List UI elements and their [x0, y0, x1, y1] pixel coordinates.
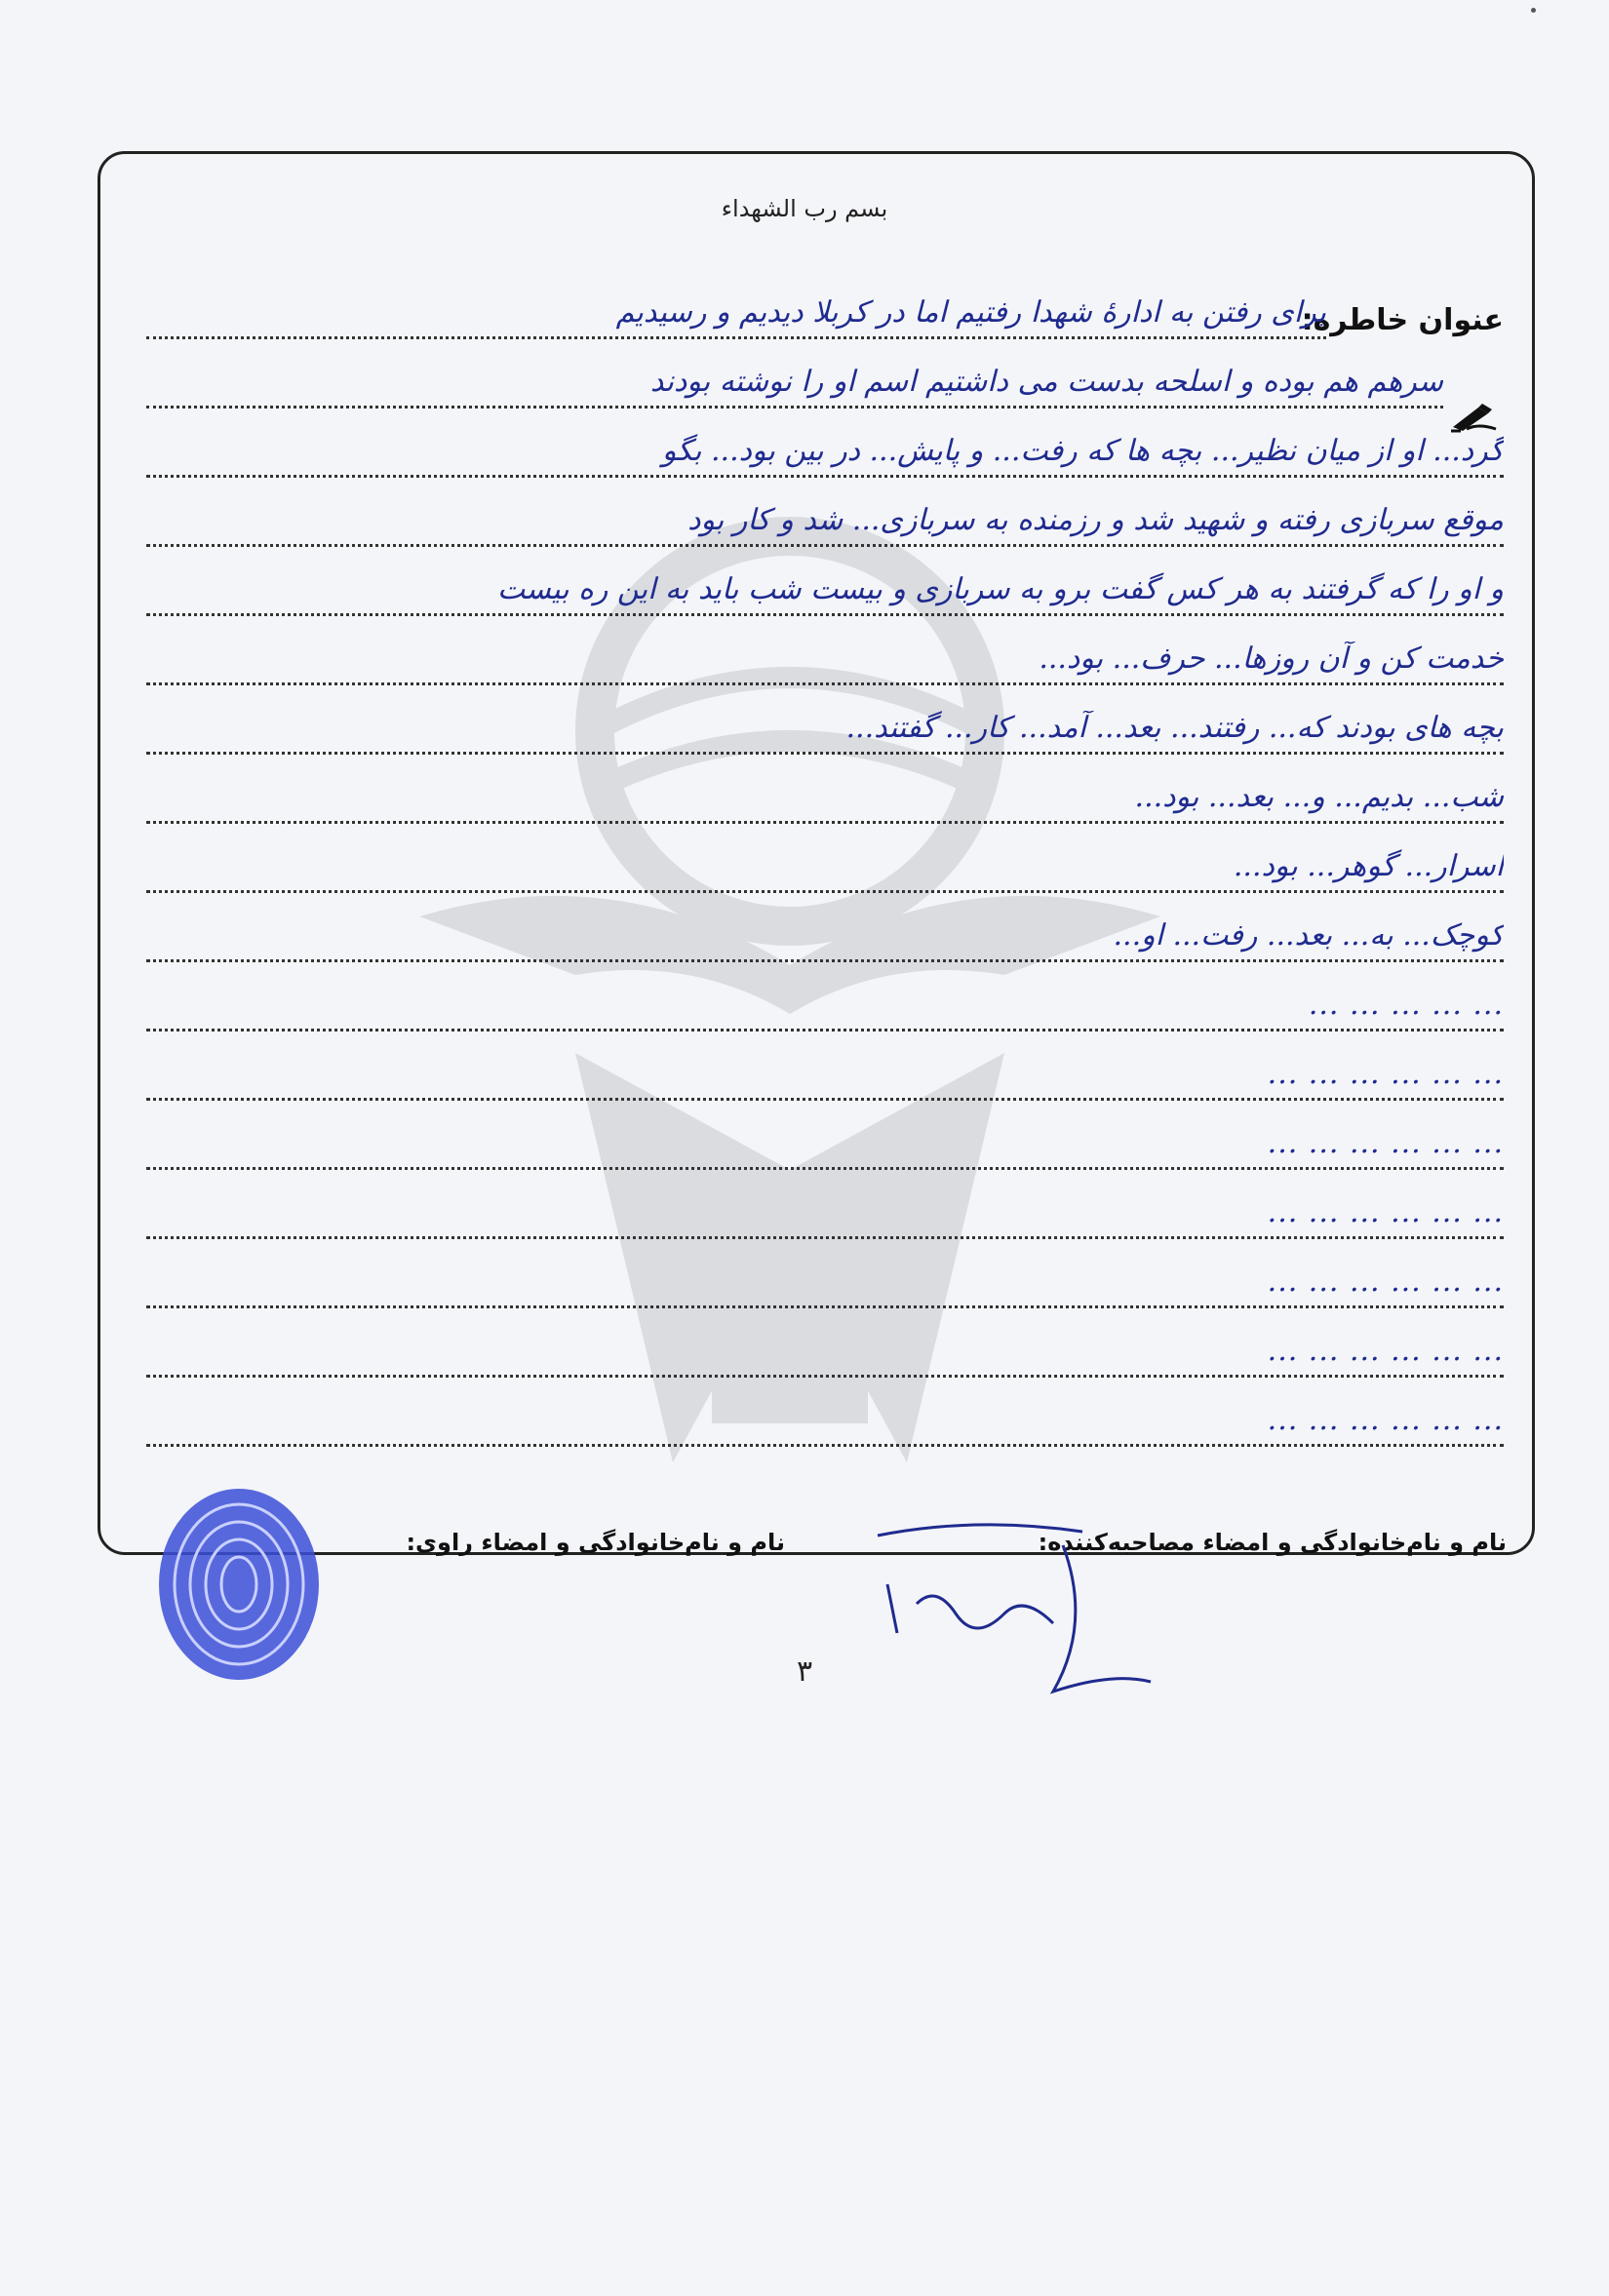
dotted-rule [146, 336, 1326, 339]
dotted-rule [146, 1305, 1504, 1308]
handwritten-line: سرهم هم بوده و اسلحه بدست می داشتیم اسم او را نوشته بودند [649, 365, 1443, 399]
handwritten-line: موقع سربازی رفته و شهید شد و رزمنده به سربازی... شد و کار بود [687, 503, 1504, 537]
handwritten-line: اسرار... گوهر... بود... [1233, 849, 1504, 883]
handwritten-line: خدمت کن و آن روزها... حرف... بود... [1039, 642, 1504, 676]
handwritten-line: ... ... ... ... ... ... [1267, 1334, 1504, 1368]
handwritten-line: بچه های بودند که... رفتند... بعد... آمد... کار... گفتند... [845, 711, 1504, 745]
dotted-rule [146, 752, 1504, 755]
dotted-rule [146, 1167, 1504, 1170]
handwritten-line: ... ... ... ... ... [1308, 988, 1504, 1022]
page-number: ۳ [796, 1654, 813, 1689]
narrator-signature-label: نام و نام‌خانوادگی و امضاء راوی: [406, 1529, 785, 1556]
handwritten-line: و او را که گرفتند به هر کس گفت برو به سربازی و بیست شب باید به این ره بیست [496, 572, 1504, 606]
dotted-rule [146, 613, 1504, 616]
interviewer-signature-label: نام و نام‌خانوادگی و امضاء مصاحبه‌کننده: [1038, 1529, 1507, 1556]
dotted-rule [146, 682, 1504, 685]
scan-speck [1531, 8, 1536, 13]
handwritten-line: ... ... ... ... ... ... [1267, 1195, 1504, 1229]
dotted-rule [146, 1029, 1504, 1031]
dotted-rule [146, 959, 1504, 962]
dotted-rule [146, 406, 1443, 409]
handwritten-line: ... ... ... ... ... ... [1267, 1403, 1504, 1437]
handwritten-line: ... ... ... ... ... ... [1267, 1057, 1504, 1091]
dotted-rule [146, 890, 1504, 893]
dotted-rule [146, 1444, 1504, 1447]
handwritten-line: کوچک... به... بعد... رفت... او... [1113, 918, 1504, 953]
handwritten-line: شب... بدیم... و... بعد... بود... [1134, 780, 1504, 814]
pen-writing-icon [1449, 402, 1500, 433]
dotted-rule [146, 821, 1504, 824]
dotted-rule [146, 544, 1504, 547]
dotted-rule [146, 475, 1504, 478]
handwritten-line: برای رفتن به ادارهٔ شهدا رفتیم اما در کربلا دیدیم و رسیدیم [615, 295, 1326, 330]
dotted-rule [146, 1098, 1504, 1101]
memoir-title-label: عنوان خاطره: [1301, 303, 1504, 337]
bismillah-heading: بسم رب الشهداء [721, 195, 888, 222]
dotted-rule [146, 1236, 1504, 1239]
dotted-rule [146, 1375, 1504, 1378]
handwritten-line: گرد... او از میان نظیر... بچه ها که رفت... و پایش... در بین بود... بگو [662, 434, 1504, 468]
handwritten-line: ... ... ... ... ... ... [1267, 1126, 1504, 1160]
handwritten-line: ... ... ... ... ... ... [1267, 1265, 1504, 1299]
